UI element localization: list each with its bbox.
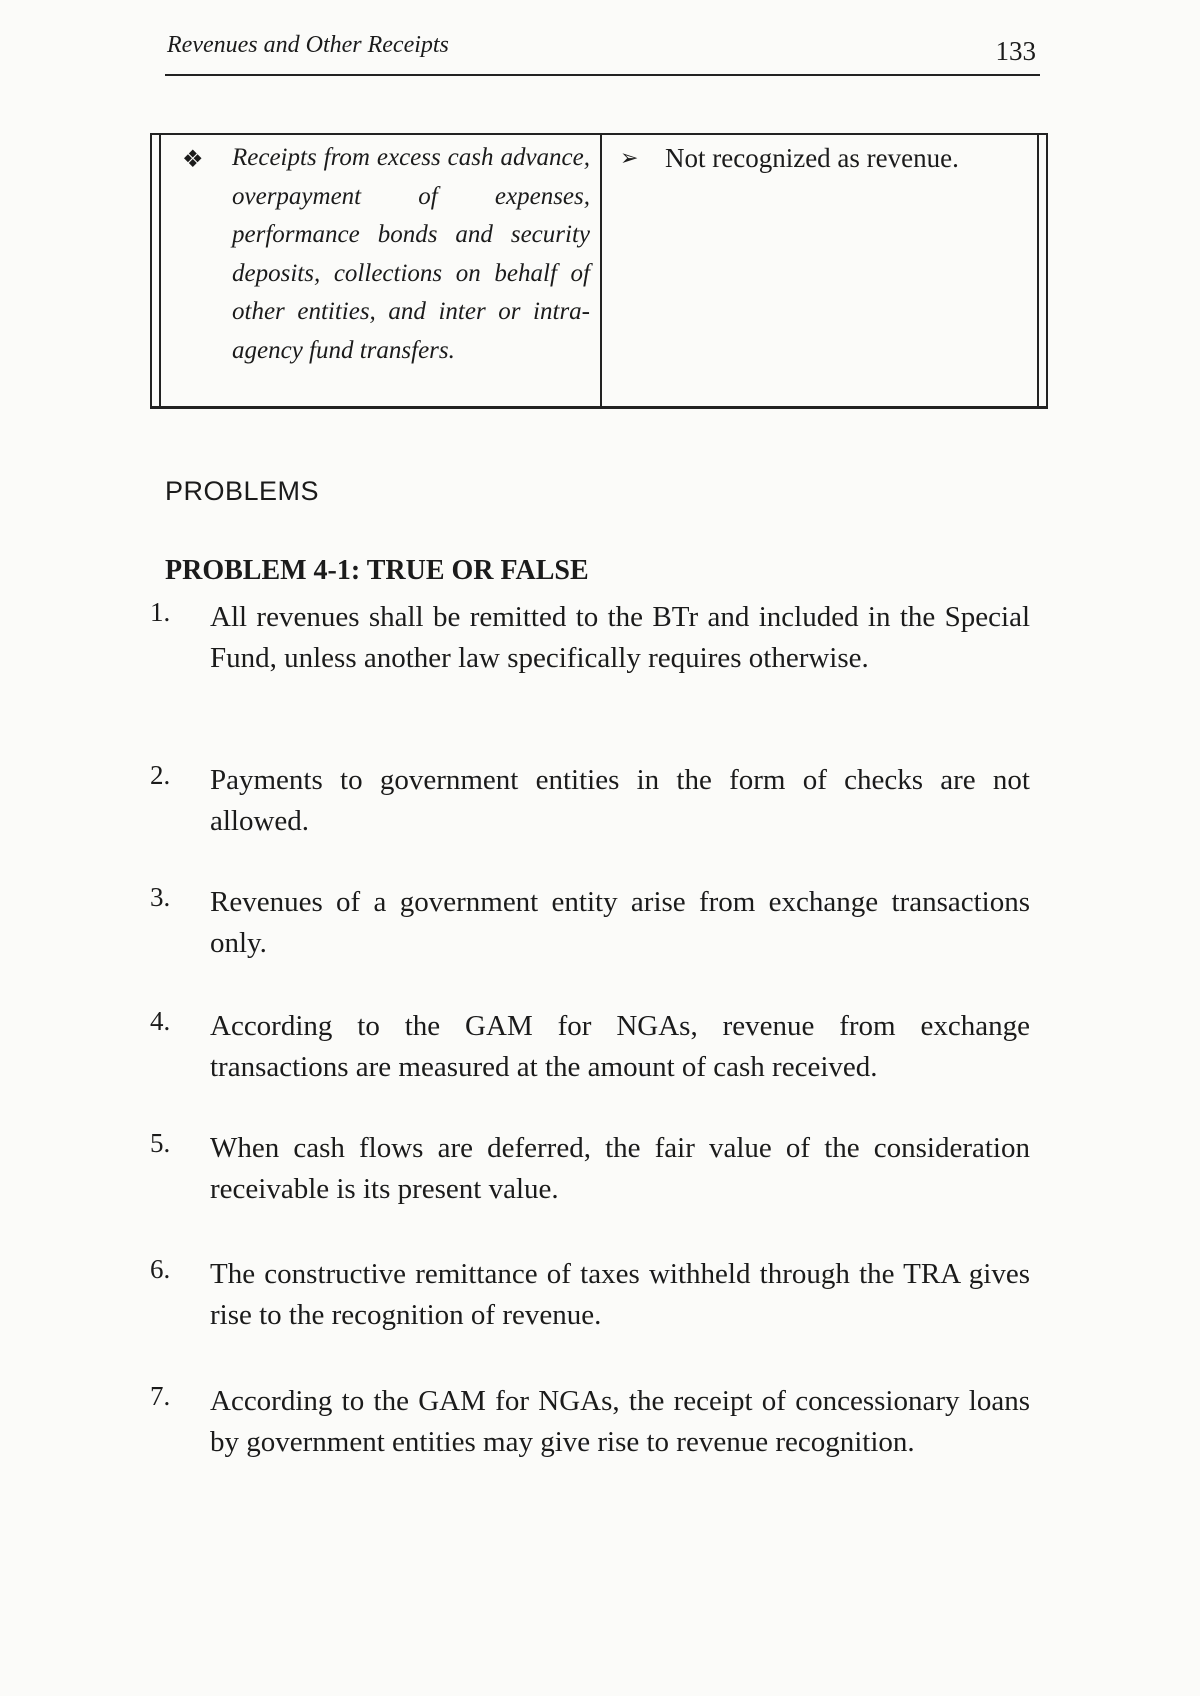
diamond-bullet-icon: ❖ — [182, 147, 204, 173]
item-number: 3. — [150, 882, 171, 912]
table-cell-treatment — [602, 135, 1046, 406]
item-text: Revenues of a government entity arise from exchange transactions only. — [210, 886, 1030, 959]
arrow-bullet-icon: ➢ — [620, 145, 639, 170]
running-header-title: Revenues and Other Receipts — [167, 32, 449, 58]
item-text: The constructive remittance of taxes withheld through the TRA gives rise to the recognition of revenue. — [210, 1258, 1030, 1331]
item-number: 5. — [150, 1128, 171, 1158]
page-header — [165, 22, 1040, 76]
treatment-text: Not recognized as revenue. — [665, 143, 959, 173]
item-text: According to the GAM for NGAs, revenue from exchange transactions are measured at the amount of cash received. — [210, 1010, 1030, 1083]
item-text: When cash flows are deferred, the fair value of the consideration receivable is its present value. — [210, 1132, 1030, 1205]
item-text: All revenues shall be remitted to the BTr and included in the Special Fund, unless another law specifically requires otherwise. — [210, 601, 1030, 674]
receipt-description: Receipts from excess cash advance, overpayment of expenses, performance bonds and security deposits, collections on behalf of other entities, and inter or intra-agency fund transfers. — [232, 144, 590, 364]
revenue-recognition-table — [150, 133, 1048, 409]
section-heading-problems: PROBLEMS — [165, 476, 320, 506]
item-number: 7. — [150, 1381, 171, 1411]
problem-title: PROBLEM 4-1: TRUE OR FALSE — [165, 555, 589, 586]
item-number: 4. — [150, 1006, 171, 1036]
item-text: According to the GAM for NGAs, the receipt of concessionary loans by government entities may give rise to revenue recognition. — [210, 1385, 1030, 1458]
item-number: 2. — [150, 760, 171, 790]
page-number: 133 — [995, 36, 1036, 66]
table-cell-receipt-type — [152, 135, 602, 406]
item-number: 1. — [150, 597, 171, 627]
item-text: Payments to government entities in the form of checks are not allowed. — [210, 764, 1030, 837]
item-number: 6. — [150, 1254, 171, 1284]
